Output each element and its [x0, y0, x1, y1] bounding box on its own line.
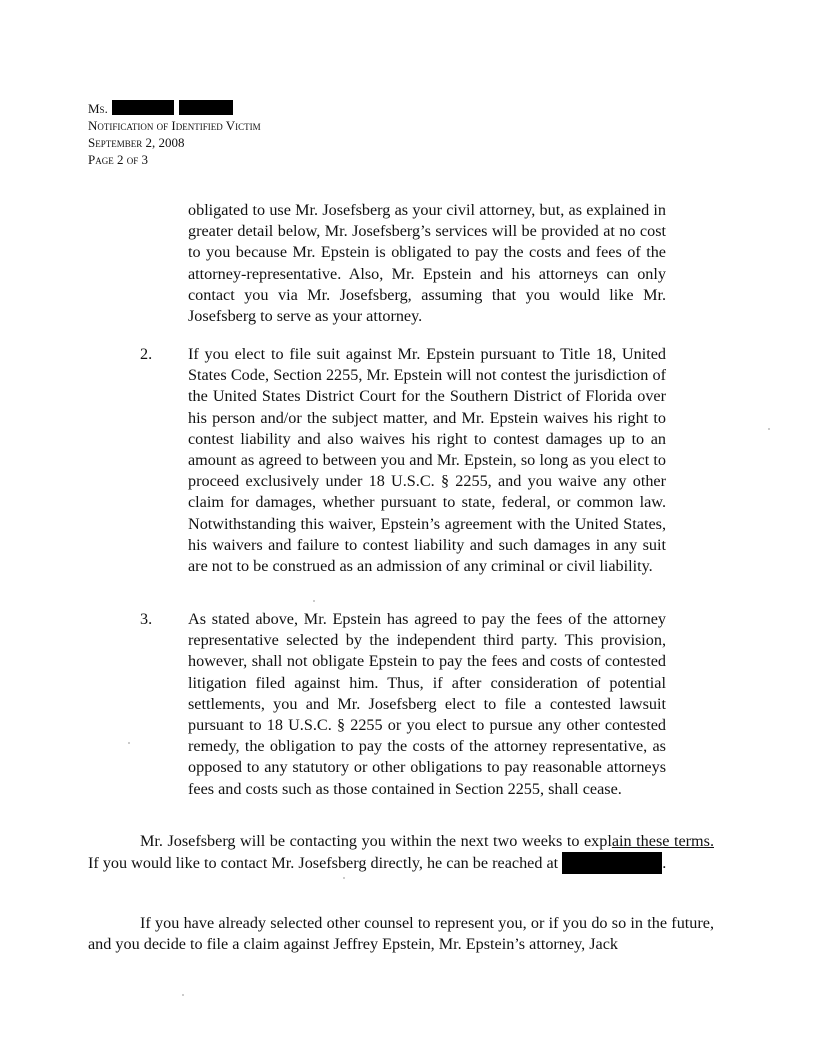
item-text: If you elect to file suit against Mr. Epstein pursuant to Title 18, United States Code, Section 2255, Mr. Epstein will not contest the jurisdiction of the United States District Court for the Southern District of Florida over his person and/or the subject matter, and Mr. Epstein waives his right to contest liability and also waives his right to contest damages up to an amount as agreed to between you and Mr. Epstein, so long as you elect to proceed exclusively under 18 U.S.C. § 2255, and you waive any other claim for damages, whether pursuant to state, federal, or common law. Notwithstanding this waiver, Epstein’s agreement with the United States, his waivers and failure to contest liability and such damages in any suit are not to be construed as an admission of any criminal or civil liability. [188, 345, 666, 576]
scan-speck [343, 877, 345, 879]
underlined-text: ain these terms. [611, 832, 714, 850]
redaction-block [179, 100, 233, 115]
letter-header [88, 100, 261, 168]
scan-speck [128, 742, 130, 744]
contact-paragraph [88, 831, 714, 874]
header-title: Notification of Identified Victim [88, 118, 261, 133]
continuation-paragraph: obligated to use Mr. Josefsberg as your civil attorney, but, as explained in greater detail below, Mr. Josefsberg’s services will be provided at no cost to you because Mr. Epstein is obligated to pay the costs and fees of the attorney-representative. Also, Mr. Epstein and his attorneys can only contact you via Mr. Josefsberg, assuming that you would like Mr. Josefsberg to serve as your attorney. [188, 201, 666, 326]
redaction-block [562, 852, 624, 874]
redaction-block [624, 852, 662, 874]
recipient-line [88, 100, 261, 117]
counsel-paragraph: If you have already selected other counsel to represent you, or if you do so in the future, and you decide to file a claim against Jeffrey Epstein, Mr. Epstein’s attorney, Jack [88, 914, 714, 954]
header-page-number: Page 2 of 3 [88, 152, 148, 167]
salutation: Ms. [88, 101, 108, 116]
paragraph-text: Mr. Josefsberg will be contacting you within the next two weeks to expl [140, 832, 612, 850]
scan-speck [768, 428, 770, 430]
item-number: 3. [140, 610, 153, 628]
scan-speck [182, 994, 184, 996]
redaction-block [112, 100, 174, 115]
paragraph-text: If you would like to contact Mr. Josefsberg directly, he can be reached at [88, 854, 563, 873]
scan-speck [313, 600, 315, 602]
item-text: As stated above, Mr. Epstein has agreed to pay the fees of the attorney representative selected by the independent third party. This provision, however, shall not obligate Epstein to pay the fees and costs of contested litigation filed against him. Thus, if after consideration of potential settlements, you and Mr. Josefsberg elect to file a contested lawsuit pursuant to 18 U.S.C. § 2255 or you elect to pursue any other contested remedy, the obligation to pay the costs of the attorney representative, as opposed to any statutory or other obligations to pay reasonable attorneys fees and costs such as those contained in Section 2255, shall cease. [188, 610, 666, 798]
paragraph-end: . [662, 854, 667, 873]
header-date: September 2, 2008 [88, 135, 185, 150]
item-number: 2. [140, 345, 153, 363]
